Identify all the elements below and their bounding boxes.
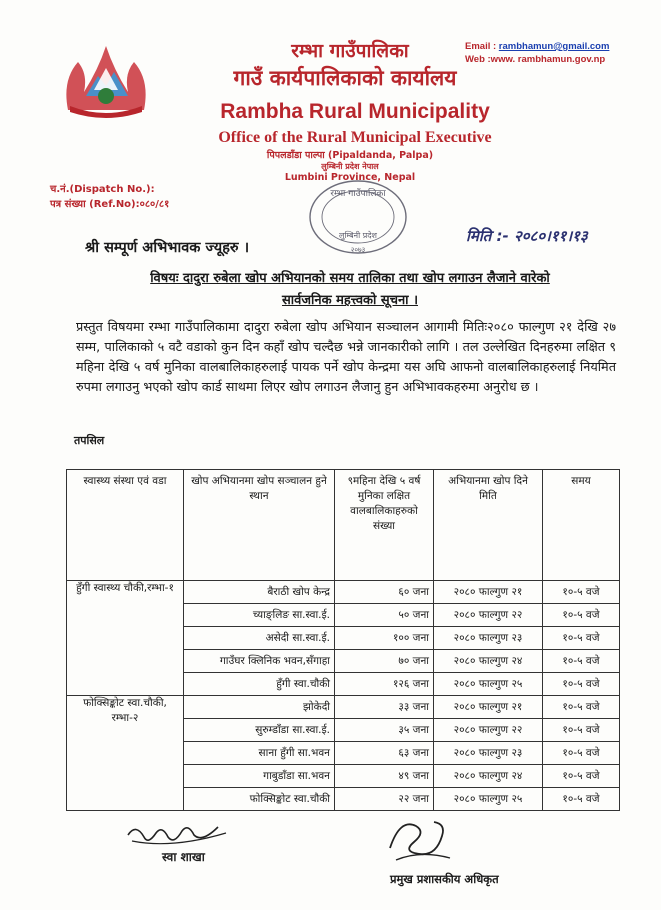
date-cell: २०८० फाल्गुण २४ xyxy=(434,650,543,673)
date-cell: २०८० फाल्गुण २३ xyxy=(434,627,543,650)
seal-year: २०७३ xyxy=(350,246,366,254)
seal-text-top: रम्भा गाउँपालिका xyxy=(330,189,386,199)
address-line-1: पिपलडाँडा पाल्पा (Pipaldanda, Palpa) xyxy=(266,150,434,161)
office-seal-icon xyxy=(306,176,410,258)
time-cell: १०-५ वजे xyxy=(543,650,620,673)
nepali-municipality-name: रम्भा गाउँपालिका xyxy=(291,40,409,62)
tapsil-label: तपसिल xyxy=(74,434,105,447)
dispatch-number: च.नं.(Dispatch No.): xyxy=(50,184,155,195)
subject-line-2: सार्वजनिक महत्त्वको सूचना । xyxy=(282,293,418,308)
letter-subject xyxy=(80,268,620,312)
header-facility: स्वास्थ्य संस्था एवं वडा xyxy=(67,470,184,581)
facility-cell: फोक्सिङ्कोट स्वा.चौकी, रम्भा-२ xyxy=(67,696,184,811)
reference-numbers xyxy=(50,182,169,212)
left-signature-label: स्वा शाखा xyxy=(162,850,205,864)
vaccination-schedule-table xyxy=(66,469,620,811)
date-cell: २०८० फाल्गुण २१ xyxy=(434,581,543,604)
table-header-row xyxy=(67,470,620,581)
date-cell: २०८० फाल्गुण २५ xyxy=(434,788,543,811)
email-line xyxy=(465,40,609,53)
table-row xyxy=(67,581,620,604)
date-cell: २०८० फाल्गुण २५ xyxy=(434,673,543,696)
place-cell: असेदी सा.स्वा.ई. xyxy=(184,627,335,650)
count-cell: ३५ जना xyxy=(335,719,434,742)
contact-info xyxy=(465,40,609,66)
time-cell: १०-५ वजे xyxy=(543,627,620,650)
count-cell: ५० जना xyxy=(335,604,434,627)
count-cell: ३३ जना xyxy=(335,696,434,719)
time-cell: १०-५ वजे xyxy=(543,696,620,719)
count-cell: २२ जना xyxy=(335,788,434,811)
ref-number: पत्र संख्या (Ref.No):०८०/८१ xyxy=(50,199,170,210)
web-line[interactable]: Web :www. rambhamun.gov.np xyxy=(465,54,606,65)
header-date: अभियानमा खोप दिने मिति xyxy=(434,470,543,581)
place-cell: च्याङ्लिङ सा.स्वा.ई. xyxy=(184,604,335,627)
letter-body: प्रस्तुत विषयमा रम्भा गाउँपालिकामा दादुरा रुबेला खोप अभियान सञ्चालन आगामी मितिः२०८० फाल्गुण २१ देखि २७ सम्म, पालिकाको ५ वटै वडाको कुन दिन कहाँ खोप चल्दैछ भन्ने जानकारीको लागि । तल उल्लेखित दिनहरुमा लक्षित ९ महिना देखि ५ वर्ष मुनिका वालबालिकाहरुलाई पायक पर्ने खोप केन्द्रमा यस अघि आफनो वालबालिकाहरुलाई नियमित रुपमा लगाउनु भएको खोप कार्ड साथमा लिएर खोप लगाउन लैजानु हुन अभिभावकहरुमा अनुरोध छ । xyxy=(76,320,616,395)
nepal-emblem-icon xyxy=(58,40,154,118)
english-municipality-name: Rambha Rural Municipality xyxy=(220,100,490,123)
time-cell: १०-५ वजे xyxy=(543,604,620,627)
address-line-3: Lumbini Province, Nepal xyxy=(284,172,416,183)
place-cell: साना हुँगी सा.भवन xyxy=(184,742,335,765)
seal-text-bottom: लुम्बिनी प्रदेश xyxy=(339,231,377,240)
salutation: श्री सम्पूर्ण अभिभावक ज्यूहरु । xyxy=(85,240,250,256)
date-cell: २०८० फाल्गुण २२ xyxy=(434,719,543,742)
right-signature-label: प्रमुख प्रशासकीय अधिकृत xyxy=(390,872,499,886)
place-cell: सुरुम्डाँडा सा.स्वा.ई. xyxy=(184,719,335,742)
place-cell: फोक्सिङ्कोट स्वा.चौकी xyxy=(184,788,335,811)
handwritten-signature-icon xyxy=(380,808,460,873)
count-cell: ४९ जना xyxy=(335,765,434,788)
place-cell: हुँगी स्वा.चौकी xyxy=(184,673,335,696)
english-office-name: Office of the Rural Municipal Executive xyxy=(218,129,492,146)
subject-line-1: विषयः दादुरा रुबेला खोप अभियानको समय तालिका तथा खोप लगाउन लैजाने वारेको xyxy=(150,271,550,286)
place-cell: झोकेदी xyxy=(184,696,335,719)
count-cell: १२६ जना xyxy=(335,673,434,696)
email-link[interactable]: rambhamun@gmail.com xyxy=(498,41,610,52)
count-cell: ६३ जना xyxy=(335,742,434,765)
facility-cell: हुँगी स्वास्थ्य चौकी,रम्भा-१ xyxy=(67,581,184,696)
count-cell: १०० जना xyxy=(335,627,434,650)
time-cell: १०-५ वजे xyxy=(543,581,620,604)
count-cell: ७० जना xyxy=(335,650,434,673)
date-cell: २०८० फाल्गुण २४ xyxy=(434,765,543,788)
time-cell: १०-५ वजे xyxy=(543,788,620,811)
count-cell: ६० जना xyxy=(335,581,434,604)
date-cell: २०८० फाल्गुण २२ xyxy=(434,604,543,627)
nepali-office-name: गाउँ कार्यपालिकाको कार्यालय xyxy=(233,66,457,90)
place-cell: गाबुडाँडा सा.भवन xyxy=(184,765,335,788)
time-cell: १०-५ वजे xyxy=(543,765,620,788)
address-line-2: लुम्बिनी प्रदेश नेपाल xyxy=(321,162,379,171)
email-label: Email : xyxy=(465,41,499,52)
handwritten-signature-icon xyxy=(122,815,242,885)
table-row xyxy=(67,696,620,719)
letter-date: मिति :- २०८०।११।१३ xyxy=(466,227,588,245)
place-cell: बैराठी खोप केन्द्र xyxy=(184,581,335,604)
place-cell: गाउँघर क्लिनिक भवन,सँगाहा xyxy=(184,650,335,673)
date-cell: २०८० फाल्गुण २३ xyxy=(434,742,543,765)
header-place: खोप अभियानमा खोप सञ्चालन हुने स्थान xyxy=(184,470,335,581)
header-time: समय xyxy=(543,470,620,581)
header-count: ९महिना देखि ५ वर्ष मुनिका लक्षित वालबालिकाहरुको संख्या xyxy=(335,470,434,581)
time-cell: १०-५ वजे xyxy=(543,719,620,742)
date-cell: २०८० फाल्गुण २१ xyxy=(434,696,543,719)
time-cell: १०-५ वजे xyxy=(543,673,620,696)
time-cell: १०-५ वजे xyxy=(543,742,620,765)
